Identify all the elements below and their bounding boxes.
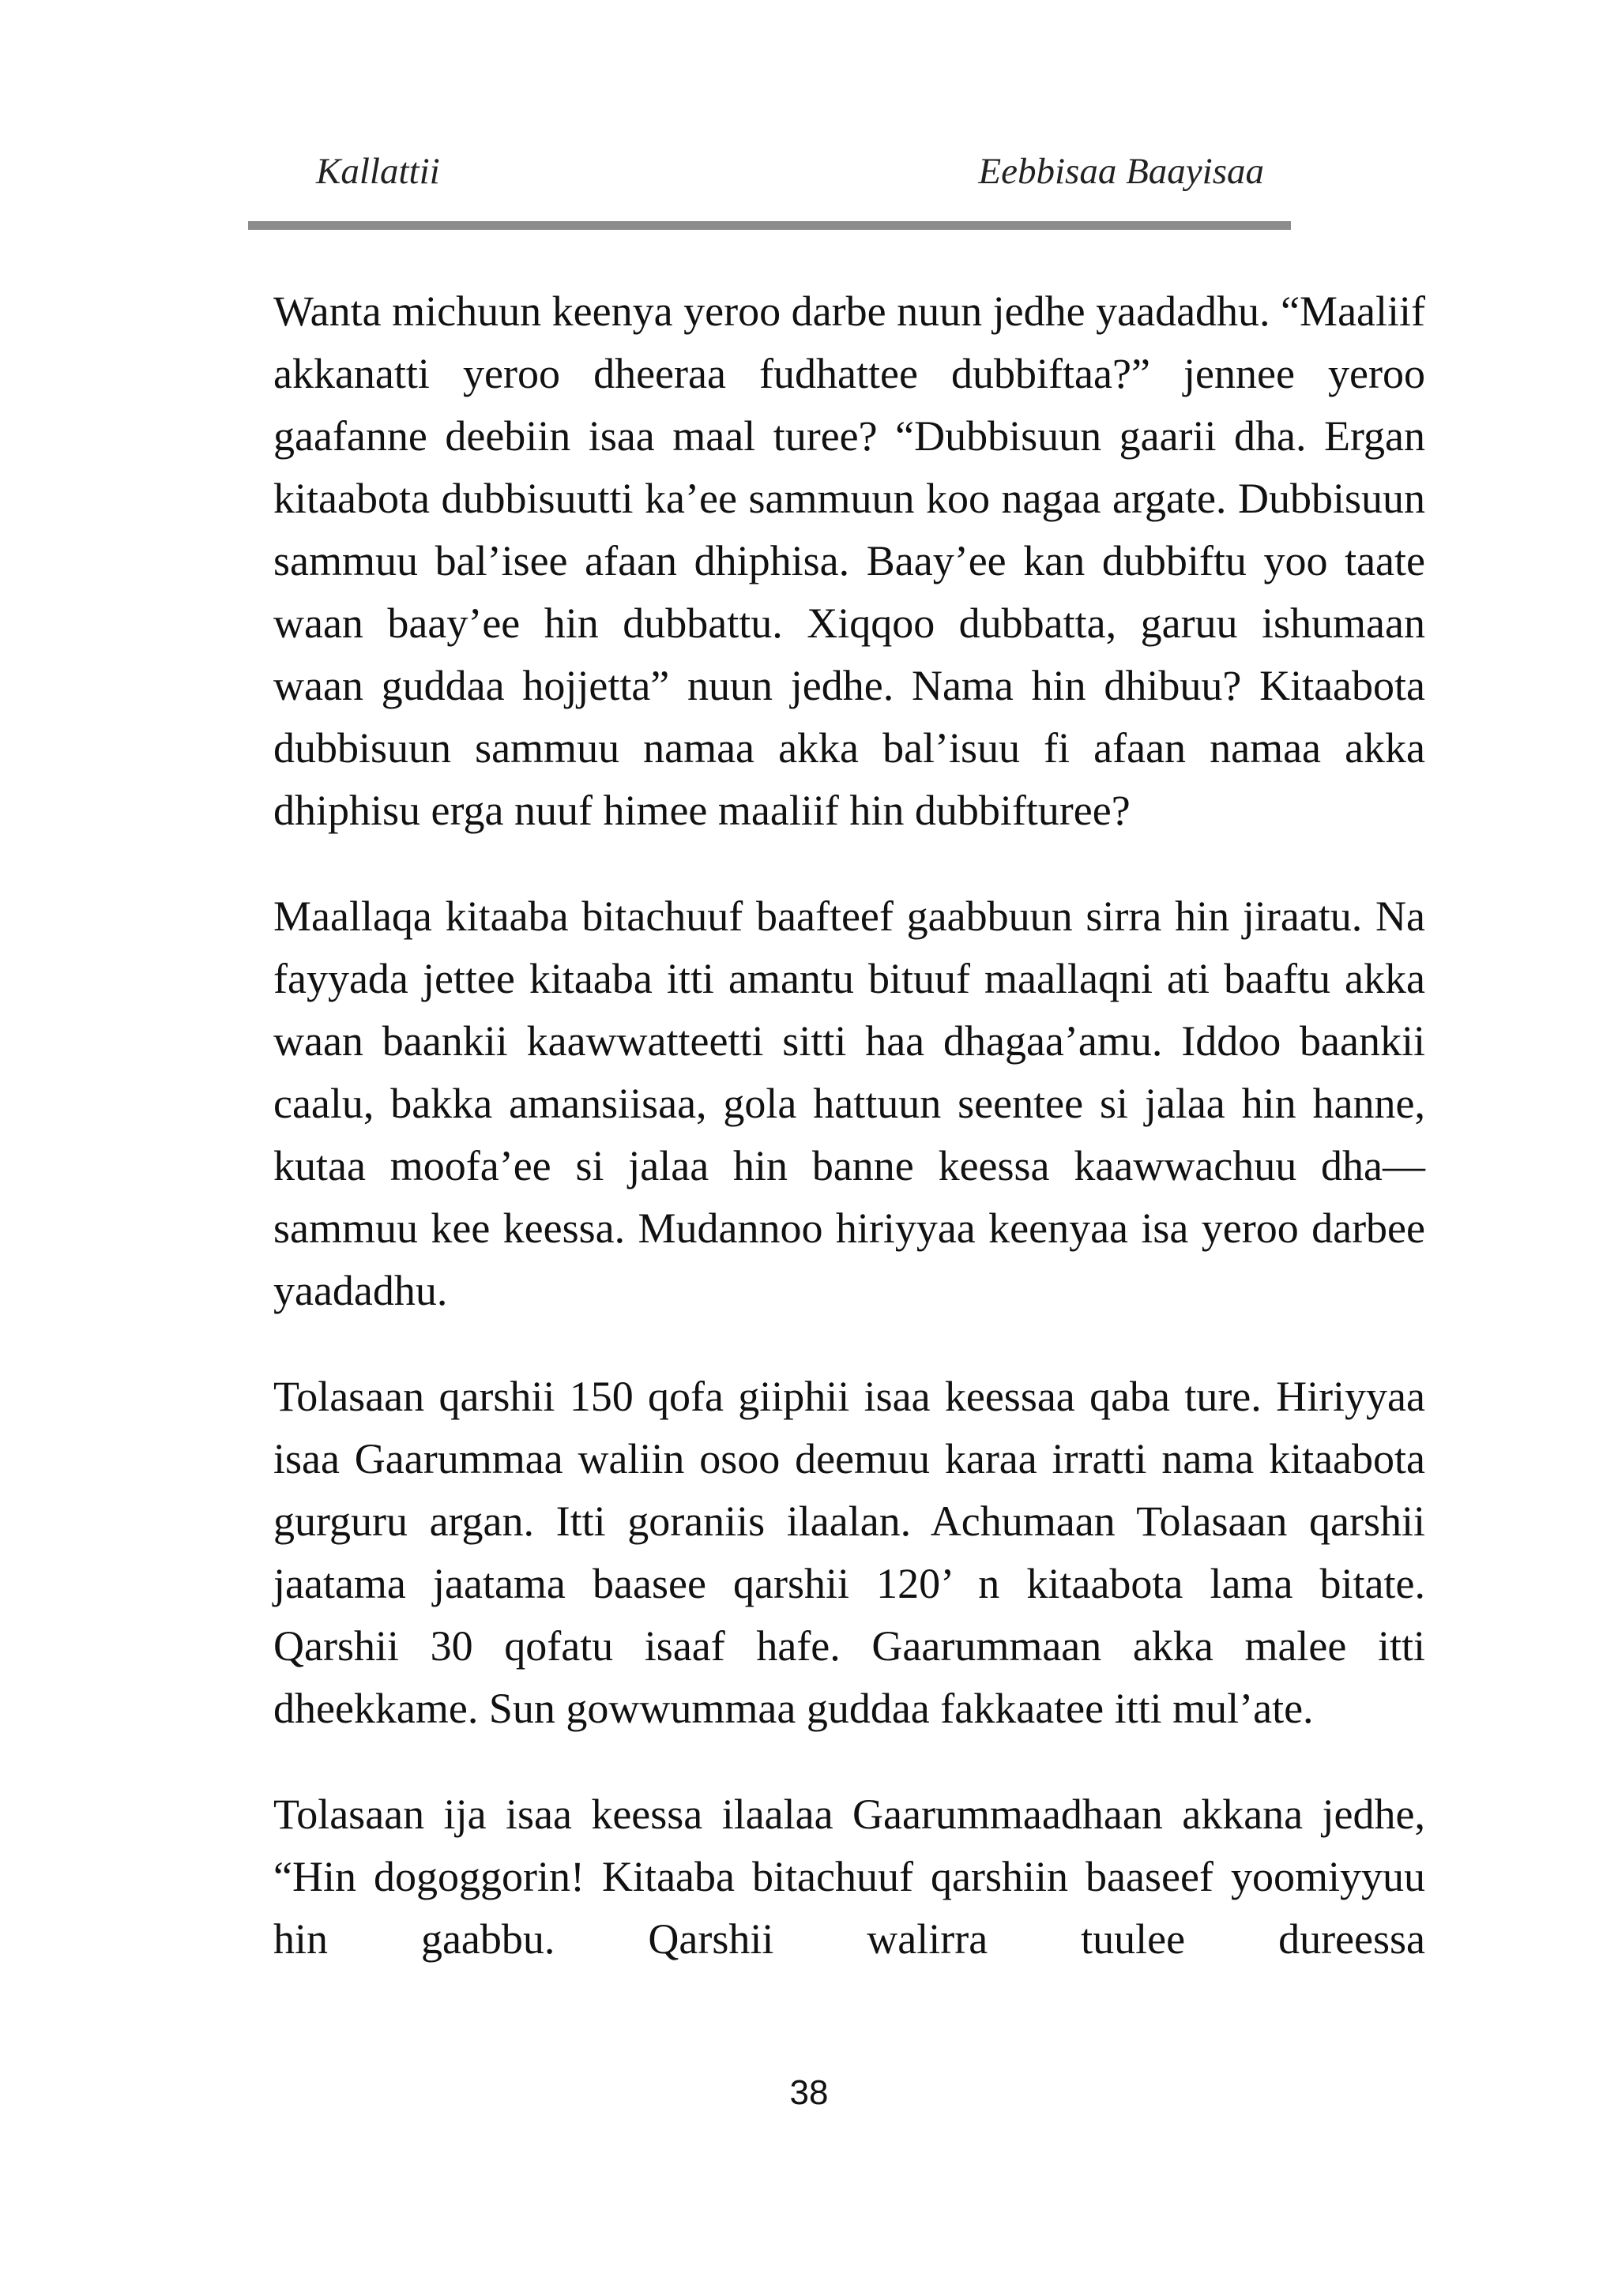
header-author-name: Eebbisaa Baayisaa — [978, 151, 1264, 192]
body-text — [273, 280, 1425, 2014]
paragraph-4: Tolasaan ija isaa keessa ilaalaa Gaarummaadhaan akkana jedhe, “Hin dogoggorin! Kitaaba bitachuuf qarshiin baaseef yoomiyyuu hin gaabbu. Qarshii walirra tuulee dureessa — [273, 1791, 1425, 1963]
paragraph-3: Tolasaan qarshii 150 qofa giiphii isaa keessaa qaba ture. Hiriyyaa isaa Gaarummaa waliin osoo deemuu karaa irratti nama kitaabota gurguru argan. Itti goraniis ilaalan. Achumaan Tolasaan qarshii jaatama jaatama baasee qarshii 120’ n kitaabota lama bitate. Qarshii 30 qofatu isaaf hafe. Gaarummaan akka malee itti dheekkame. Sun gowwummaa guddaa fakkaatee itti mul’ate. — [273, 1373, 1425, 1732]
paragraph-2: Maallaqa kitaaba bitachuuf baafteef gaabbuun sirra hin jiraatu. Na fayyada jettee kitaaba itti amantu bituuf maallaqni ati baaftu akka waan baankii kaawwatteetti sitti haa dhagaa’amu. Iddoo baankii caalu, bakka amansiisaa, gola hattuun seentee si jalaa hin hanne, kutaa moofa’ee si jalaa hin banne keessa kaawwachuu dha—sammuu kee keessa. Mudannoo hiriyyaa keenyaa isa yeroo darbee yaadadhu. — [273, 892, 1425, 1314]
header-divider — [248, 221, 1291, 230]
header-book-title: Kallattii — [316, 151, 440, 192]
running-header — [316, 150, 1264, 197]
paragraph-1: Wanta michuun keenya yeroo darbe nuun jedhe yaadadhu. “Maaliif akkanatti yeroo dheeraa fudhattee dubbiftaa?” jennee yeroo gaafanne deebiin isaa maal turee? “Dubbisuun gaarii dha. Ergan kitaabota dubbisuutti ka’ee sammuun koo nagaa argate. Dubbisuun sammuu bal’isee afaan dhiphisa. Baay’ee kan dubbiftu yoo taate waan baay’ee hin dubbattu. Xiqqoo dubbatta, garuu ishumaan waan guddaa hojjetta” nuun jedhe. Nama hin dhibuu? Kitaabota dubbisuun sammuu namaa akka bal’isuu fi afaan namaa akka dhiphisu erga nuuf himee maaliif hin dubbifturee? — [273, 287, 1425, 834]
page-number: 38 — [789, 2073, 829, 2112]
